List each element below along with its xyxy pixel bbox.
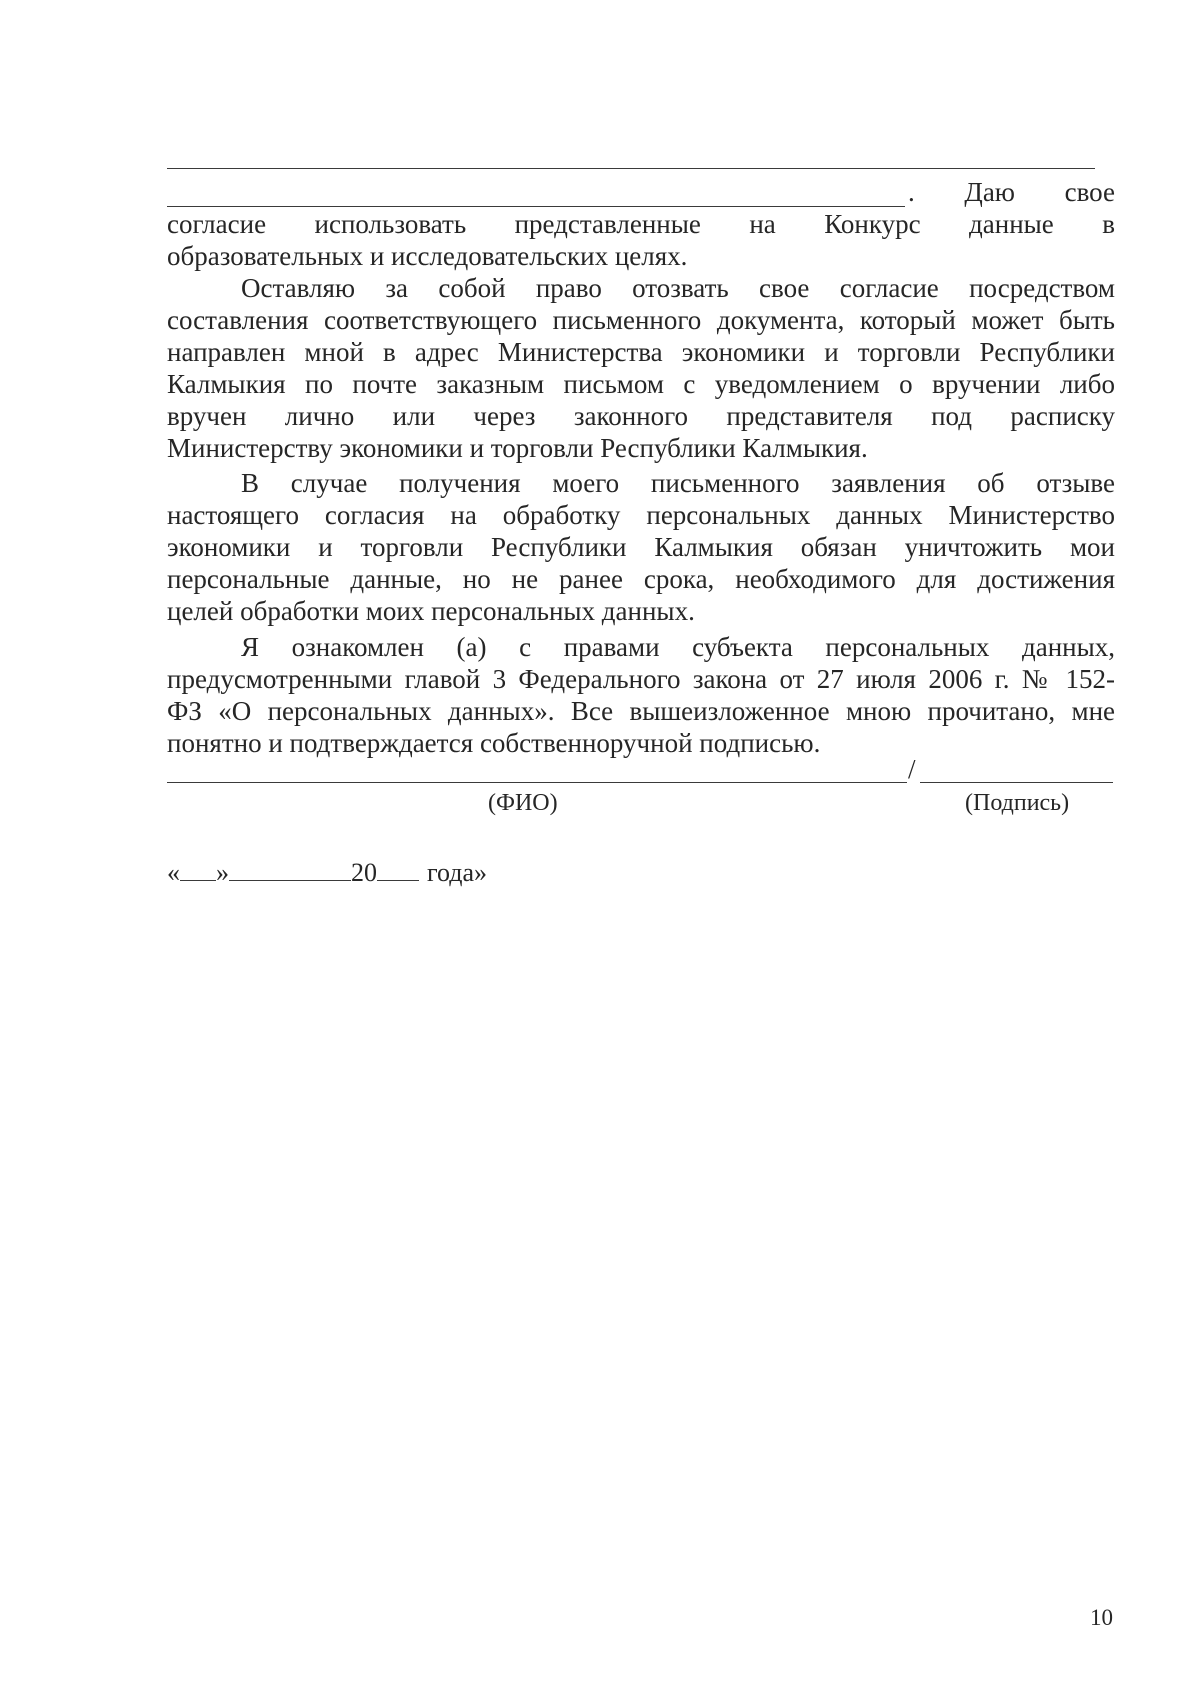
body-line: направлен мной в адрес Министерства экономики и торговли Республики [167, 337, 1115, 367]
fill-in-line-2 [167, 206, 905, 207]
date-suffix: года» [427, 858, 488, 887]
signature-separator: / [908, 754, 916, 784]
body-line: целей обработки моих персональных данных. [167, 596, 695, 626]
fio-line [167, 782, 907, 783]
fill-in-line-1 [167, 168, 1095, 169]
page-number: 10 [1090, 1605, 1113, 1630]
day-blank [180, 858, 216, 881]
month-blank [229, 858, 351, 881]
body-line: составления соответствующего письменного документа, который может быть [167, 305, 1115, 335]
body-line: Калмыкия по почте заказным письмом с уведомлением о вручении либо [167, 369, 1115, 399]
body-line: понятно и подтверждается собственноручной подписью. [167, 728, 821, 758]
signature-caption: (Подпись) [965, 790, 1070, 816]
fio-caption: (ФИО) [488, 790, 558, 816]
body-line: предусмотренными главой 3 Федерального закона от 27 июля 2006 г. № 152- [167, 664, 1115, 694]
date-close-quote: » [216, 858, 229, 887]
body-line: согласие использовать представленные на Конкурс данные в [167, 209, 1115, 239]
body-line: образовательных и исследовательских целях. [167, 241, 688, 271]
body-line: экономики и торговли Республики Калмыкия обязан уничтожить мои [167, 532, 1115, 562]
body-line: настоящего согласия на обработку персональных данных Министерство [167, 500, 1115, 530]
year-prefix: 20 [351, 858, 377, 887]
body-line: Министерству экономики и торговли Республики Калмыкия. [167, 433, 868, 463]
date-open-quote: « [167, 858, 180, 887]
body-line: Оставляю за собой право отозвать свое согласие посредством [241, 273, 1115, 303]
body-line: вручен лично или через законного представителя под расписку [167, 401, 1115, 431]
date-line [167, 857, 487, 889]
signature-line [920, 782, 1113, 783]
body-line: В случае получения моего письменного заявления об отзыве [241, 468, 1115, 498]
body-line: . Даю свое [908, 177, 1115, 207]
year-blank [377, 858, 419, 881]
body-line: персональные данные, но не ранее срока, необходимого для достижения [167, 564, 1115, 594]
body-line: Я ознакомлен (а) с правами субъекта персональных данных, [241, 632, 1115, 662]
body-line: ФЗ «О персональных данных». Все вышеизложенное мною прочитано, мне [167, 696, 1115, 726]
